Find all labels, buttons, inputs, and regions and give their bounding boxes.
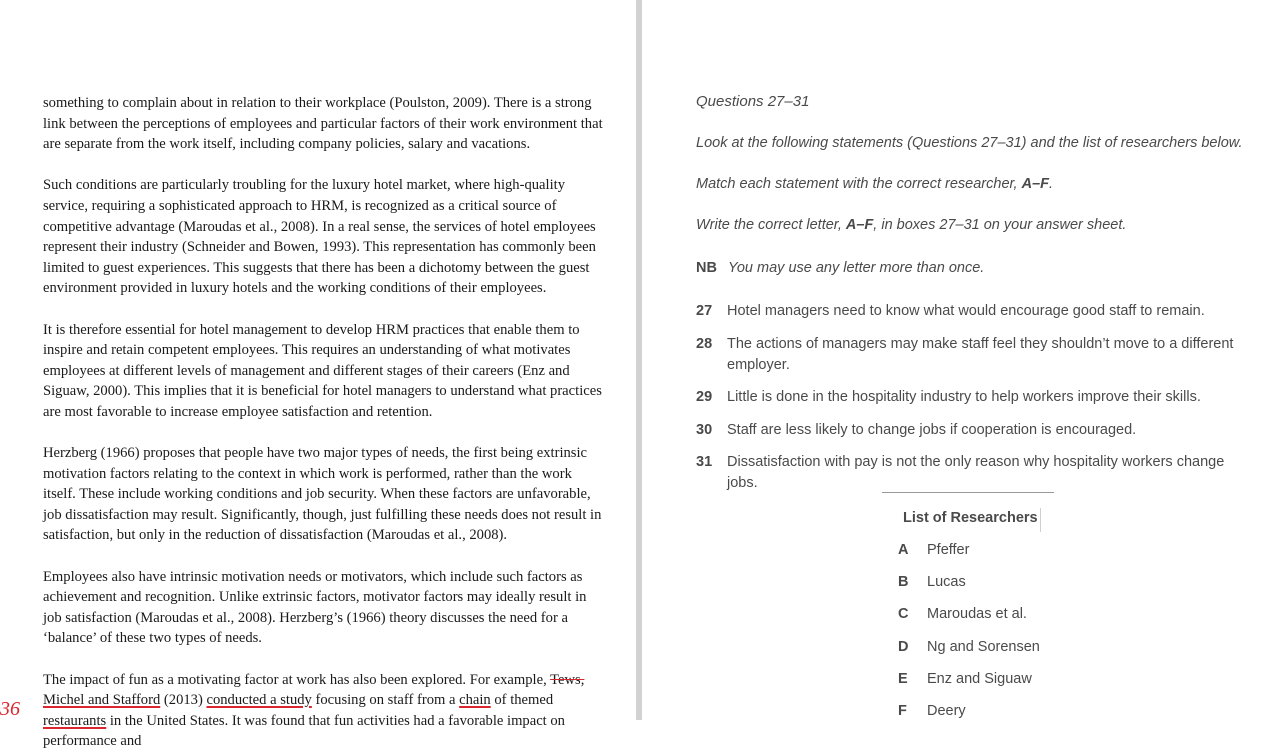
text-run: , in boxes 27–31 on your answer sheet.	[873, 217, 1127, 233]
question-item[interactable]	[696, 420, 1256, 441]
questions-page	[642, 0, 1280, 720]
question-number: 30	[696, 421, 713, 438]
passage-paragraph-6	[43, 670, 603, 752]
researchers-title: List of Researchers	[903, 508, 1041, 532]
instruction-match	[696, 176, 1053, 192]
passage-paragraph-2: Such conditions are particularly troubling for the luxury hotel market, where high-quality service, requiring a sophisticated approach to HRM, is recognized as a critical source of competitive advantage (Maroudas et al., 2008). In a real sense, the services of hotel employees represent their industry (Schneider and Bowen, 1993). This representation has commonly been limited to guest experiences. This suggests that there has been a dichotomy between the guest environment provided in luxury hotels and the working conditions of their employees.	[43, 177, 596, 297]
text-run: of themed	[490, 692, 554, 709]
question-text: Hotel managers need to know what would encourage good staff to remain.	[727, 303, 1205, 319]
researcher-letter: B	[898, 574, 909, 591]
instruction-look: Look at the following statements (Questions 27–31) and the list of researchers below.	[696, 135, 1243, 151]
instruction-write	[696, 217, 1126, 233]
text-run: Match each statement with the correct researcher,	[696, 176, 1022, 192]
margin-annotation: 36	[0, 698, 20, 720]
researcher-name: Pfeffer	[927, 542, 970, 558]
letter-range: A–F	[845, 217, 874, 233]
researcher-name: Lucas	[927, 574, 966, 591]
text-run: (2013)	[160, 692, 207, 709]
researcher-name: Deery	[927, 702, 966, 719]
questions-heading: Questions 27–31	[696, 93, 810, 110]
researcher-letter: E	[898, 670, 908, 687]
researcher-letter: A	[898, 542, 909, 558]
question-number: 28	[696, 335, 713, 352]
text-run: The impact of fun as a motivating factor at work has also been explored. For example,	[43, 671, 551, 688]
researcher-letter: F	[898, 702, 907, 719]
researcher-item	[898, 669, 1040, 701]
researcher-item	[898, 637, 1040, 669]
reading-passage	[43, 93, 603, 752]
letter-range: A–F	[1021, 176, 1049, 192]
researcher-letter: C	[898, 606, 909, 623]
nb-text: You may use any letter more than once.	[728, 260, 985, 276]
question-item[interactable]	[696, 387, 1256, 408]
annotated-tews: Tews,	[550, 671, 585, 688]
passage-paragraph-5: Employees also have intrinsic motivation needs or motivators, which include such factors as achievement and recognition. Unlike extrinsic factors, motivator factors may ideally result in job satisfaction (Maroudas et al., 2008). Herzberg’s (1966) theory discusses the need for a ‘balance’ of these two types of needs.	[43, 568, 587, 647]
researcher-name: Ng and Sorensen	[927, 638, 1040, 655]
annotated-chain: chain	[459, 692, 491, 709]
annotated-authors: Michel and Stafford	[43, 692, 161, 709]
reading-passage-page	[0, 0, 636, 750]
passage-paragraph-3: It is therefore essential for hotel management to develop HRM practices that enable them to inspire and retain competent employees. This requires an understanding of what motivates employees at different levels of management and different stages of their careers (Enz and Siguaw, 2000). This implies that it is beneficial for hotel managers to understand what practices are most favorable to increase employee satisfaction and retention.	[43, 321, 602, 420]
question-item[interactable]	[696, 334, 1256, 376]
researcher-name: Enz and Siguaw	[927, 670, 1032, 687]
text-run: focusing on staff from a	[311, 692, 460, 709]
annotated-restaurants: restaurants	[43, 712, 107, 729]
passage-paragraph-4: Herzberg (1966) proposes that people have two major types of needs, the first being extrinsic motivation factors relating to the context in which work is performed, rather than the work itself. These include working conditions and job security. When these factors are unfavorable, job dissatisfaction may result. Significantly, though, just fulfilling these needs does not result in satisfaction, but only in the reduction of dissatisfaction (Maroudas et al., 2008).	[43, 445, 602, 544]
researcher-item	[898, 540, 1040, 572]
question-text: The actions of managers may make staff feel they shouldn’t move to a different employer.	[727, 335, 1234, 373]
question-text: Little is done in the hospitality industry to help workers improve their skills.	[727, 389, 1201, 405]
text-run: in the United States. It was found that fun activities had a favorable impact on performance and	[43, 712, 565, 750]
researcher-name: Maroudas et al.	[927, 606, 1027, 623]
researchers-list	[898, 540, 1040, 733]
question-text: Dissatisfaction with pay is not the only reason why hospitality workers change jobs.	[727, 454, 1225, 491]
question-number: 31	[696, 454, 713, 470]
researcher-item	[898, 701, 1040, 733]
passage-paragraph-1: something to complain about in relation to their workplace (Poulston, 2009). There is a strong link between the perceptions of employees and particular factors of their work environment that are separate from the work itself, including company policies, salary and vacations.	[43, 95, 603, 153]
researchers-divider	[882, 492, 1054, 493]
text-run: Write the correct letter,	[696, 217, 846, 233]
researcher-item	[898, 604, 1040, 636]
nb-label: NB	[696, 260, 717, 276]
question-item[interactable]	[696, 301, 1256, 322]
question-text: Staff are less likely to change jobs if cooperation is encouraged.	[727, 421, 1137, 438]
question-number: 29	[696, 389, 713, 405]
annotated-study: conducted a study	[206, 692, 312, 709]
researcher-item	[898, 572, 1040, 604]
text-run: .	[1049, 176, 1054, 192]
researcher-letter: D	[898, 638, 909, 655]
question-number: 27	[696, 303, 713, 319]
nb-note	[696, 260, 984, 276]
question-list	[696, 301, 1256, 506]
question-item[interactable]	[696, 452, 1256, 494]
